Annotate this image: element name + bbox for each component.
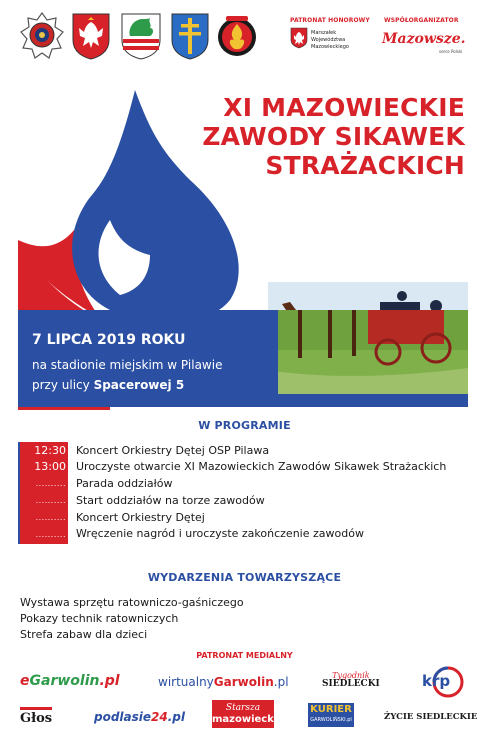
venue-street: Spacerowej 5 [93, 378, 185, 392]
wirtualny-main: Garwolin [213, 675, 274, 689]
program-time-column [20, 442, 68, 544]
glos-logo [20, 707, 52, 726]
zycie-text: ŻYCIE SIEDLECKIE [384, 712, 478, 722]
fire-service-emblem-icon [20, 12, 64, 60]
side-event-3: Strefa zabaw dla dzieci [20, 628, 148, 641]
tygodnik-siedlecki-logo [322, 671, 380, 689]
mazowsze-tagline: serce Polski [439, 49, 463, 54]
wirtualny-prefix: wirtualny [158, 675, 214, 689]
wirtualny-suffix: .pl [273, 675, 289, 689]
krp-text: krp [422, 672, 451, 690]
double-cross-crest-icon [170, 12, 214, 60]
side-events-heading: WYDARZENIA TOWARZYSZĄCE [147, 571, 342, 584]
program-event-3: Parada oddziałów [76, 477, 173, 490]
honorary-patronage-label: PATRONAT HONOROWY [290, 17, 370, 24]
marshal-line-2: Województwa [311, 37, 346, 43]
title-line-3: STRAŻACKICH [265, 151, 465, 180]
mazowsze-logo: Mazowsze. [382, 31, 466, 47]
program-event-2: Uroczyste otwarcie XI Mazowieckich Zawodów Sikawek Strażackich [76, 460, 447, 473]
podlasie-num: 24 [151, 710, 168, 724]
egarwolin-suffix: .pl [99, 673, 120, 689]
program-event-6: Wręczenie nagród i uroczyste zakończenie zawodów [76, 527, 364, 540]
polish-eagle-crest-icon [71, 12, 115, 60]
zycie-siedleckie-logo [384, 712, 477, 722]
event-date: 7 LIPCA 2019 ROKU [32, 332, 186, 348]
griffin-crest-icon [120, 12, 164, 60]
media-patronage-heading: PATRONAT MEDIALNY [196, 651, 293, 660]
program-time-3: .......... [35, 479, 66, 488]
program-time-6: .......... [35, 530, 66, 539]
starsza-top: Starsza [225, 703, 261, 713]
marshal-line-3: Mazowieckiego [311, 44, 349, 50]
podlasie-main: podlasie [94, 710, 152, 724]
photo-overlay [268, 310, 468, 394]
starsza-bottom: mazowiecki [212, 714, 278, 725]
tygodnik-top: Tygodnik [332, 671, 370, 680]
egarwolin-prefix: e [20, 673, 30, 689]
event-title [202, 93, 465, 180]
program-time-2: 13:00 [34, 460, 66, 473]
title-line-2: ZAWODY SIKAWEK [202, 122, 465, 151]
co-organizer-label: WSPÓŁORGANIZATOR [384, 17, 459, 24]
kurier-garwolinski-logo [308, 703, 354, 727]
marshal-line-1: Marszałek [311, 30, 337, 36]
program-event-4: Start oddziałów na torze zawodów [76, 494, 265, 507]
podlasie24-logo [94, 710, 185, 724]
side-event-1: Wystawa sprzętu ratowniczo-gaśniczego [20, 596, 244, 609]
title-line-1: XI MAZOWIECKIE [223, 93, 465, 122]
program-event-5: Koncert Orkiestry Dętej [76, 511, 205, 524]
marshal-crest-icon [290, 27, 308, 49]
podlasie-suffix: .pl [167, 710, 185, 724]
venue-street-prefix: przy ulicy [32, 378, 94, 392]
side-event-2: Pokazy technik ratowniczych [20, 612, 179, 625]
tygodnik-mazowiecki-logo [212, 700, 278, 728]
program-heading: W PROGRAMIE [198, 419, 291, 432]
venue-line-2 [32, 375, 222, 395]
wirtualny-garwolin-logo [158, 675, 289, 689]
program-bar-edge [18, 442, 20, 544]
venue-line-1: na stadionie miejskim w Pilawie [32, 358, 223, 372]
osp-fire-brigade-emblem-icon [216, 12, 260, 60]
tygodnik-bottom: SIEDLECKI [322, 679, 380, 689]
program-time-5: .......... [35, 513, 66, 522]
krp-logo [418, 666, 466, 698]
egarwolin-main: Garwolin [29, 673, 100, 689]
kurier-top: KURIER [310, 704, 352, 715]
event-venue [32, 355, 222, 395]
program-time-1: 12:30 [34, 444, 66, 457]
kurier-bottom: GARWOLIŃSKI.pl [310, 717, 352, 723]
egarwolin-logo [20, 673, 120, 689]
program-time-4: .......... [35, 496, 66, 505]
program-event-1: Koncert Orkiestry Dętej OSP Pilawa [76, 444, 270, 457]
glos-text: Głos [20, 711, 53, 726]
